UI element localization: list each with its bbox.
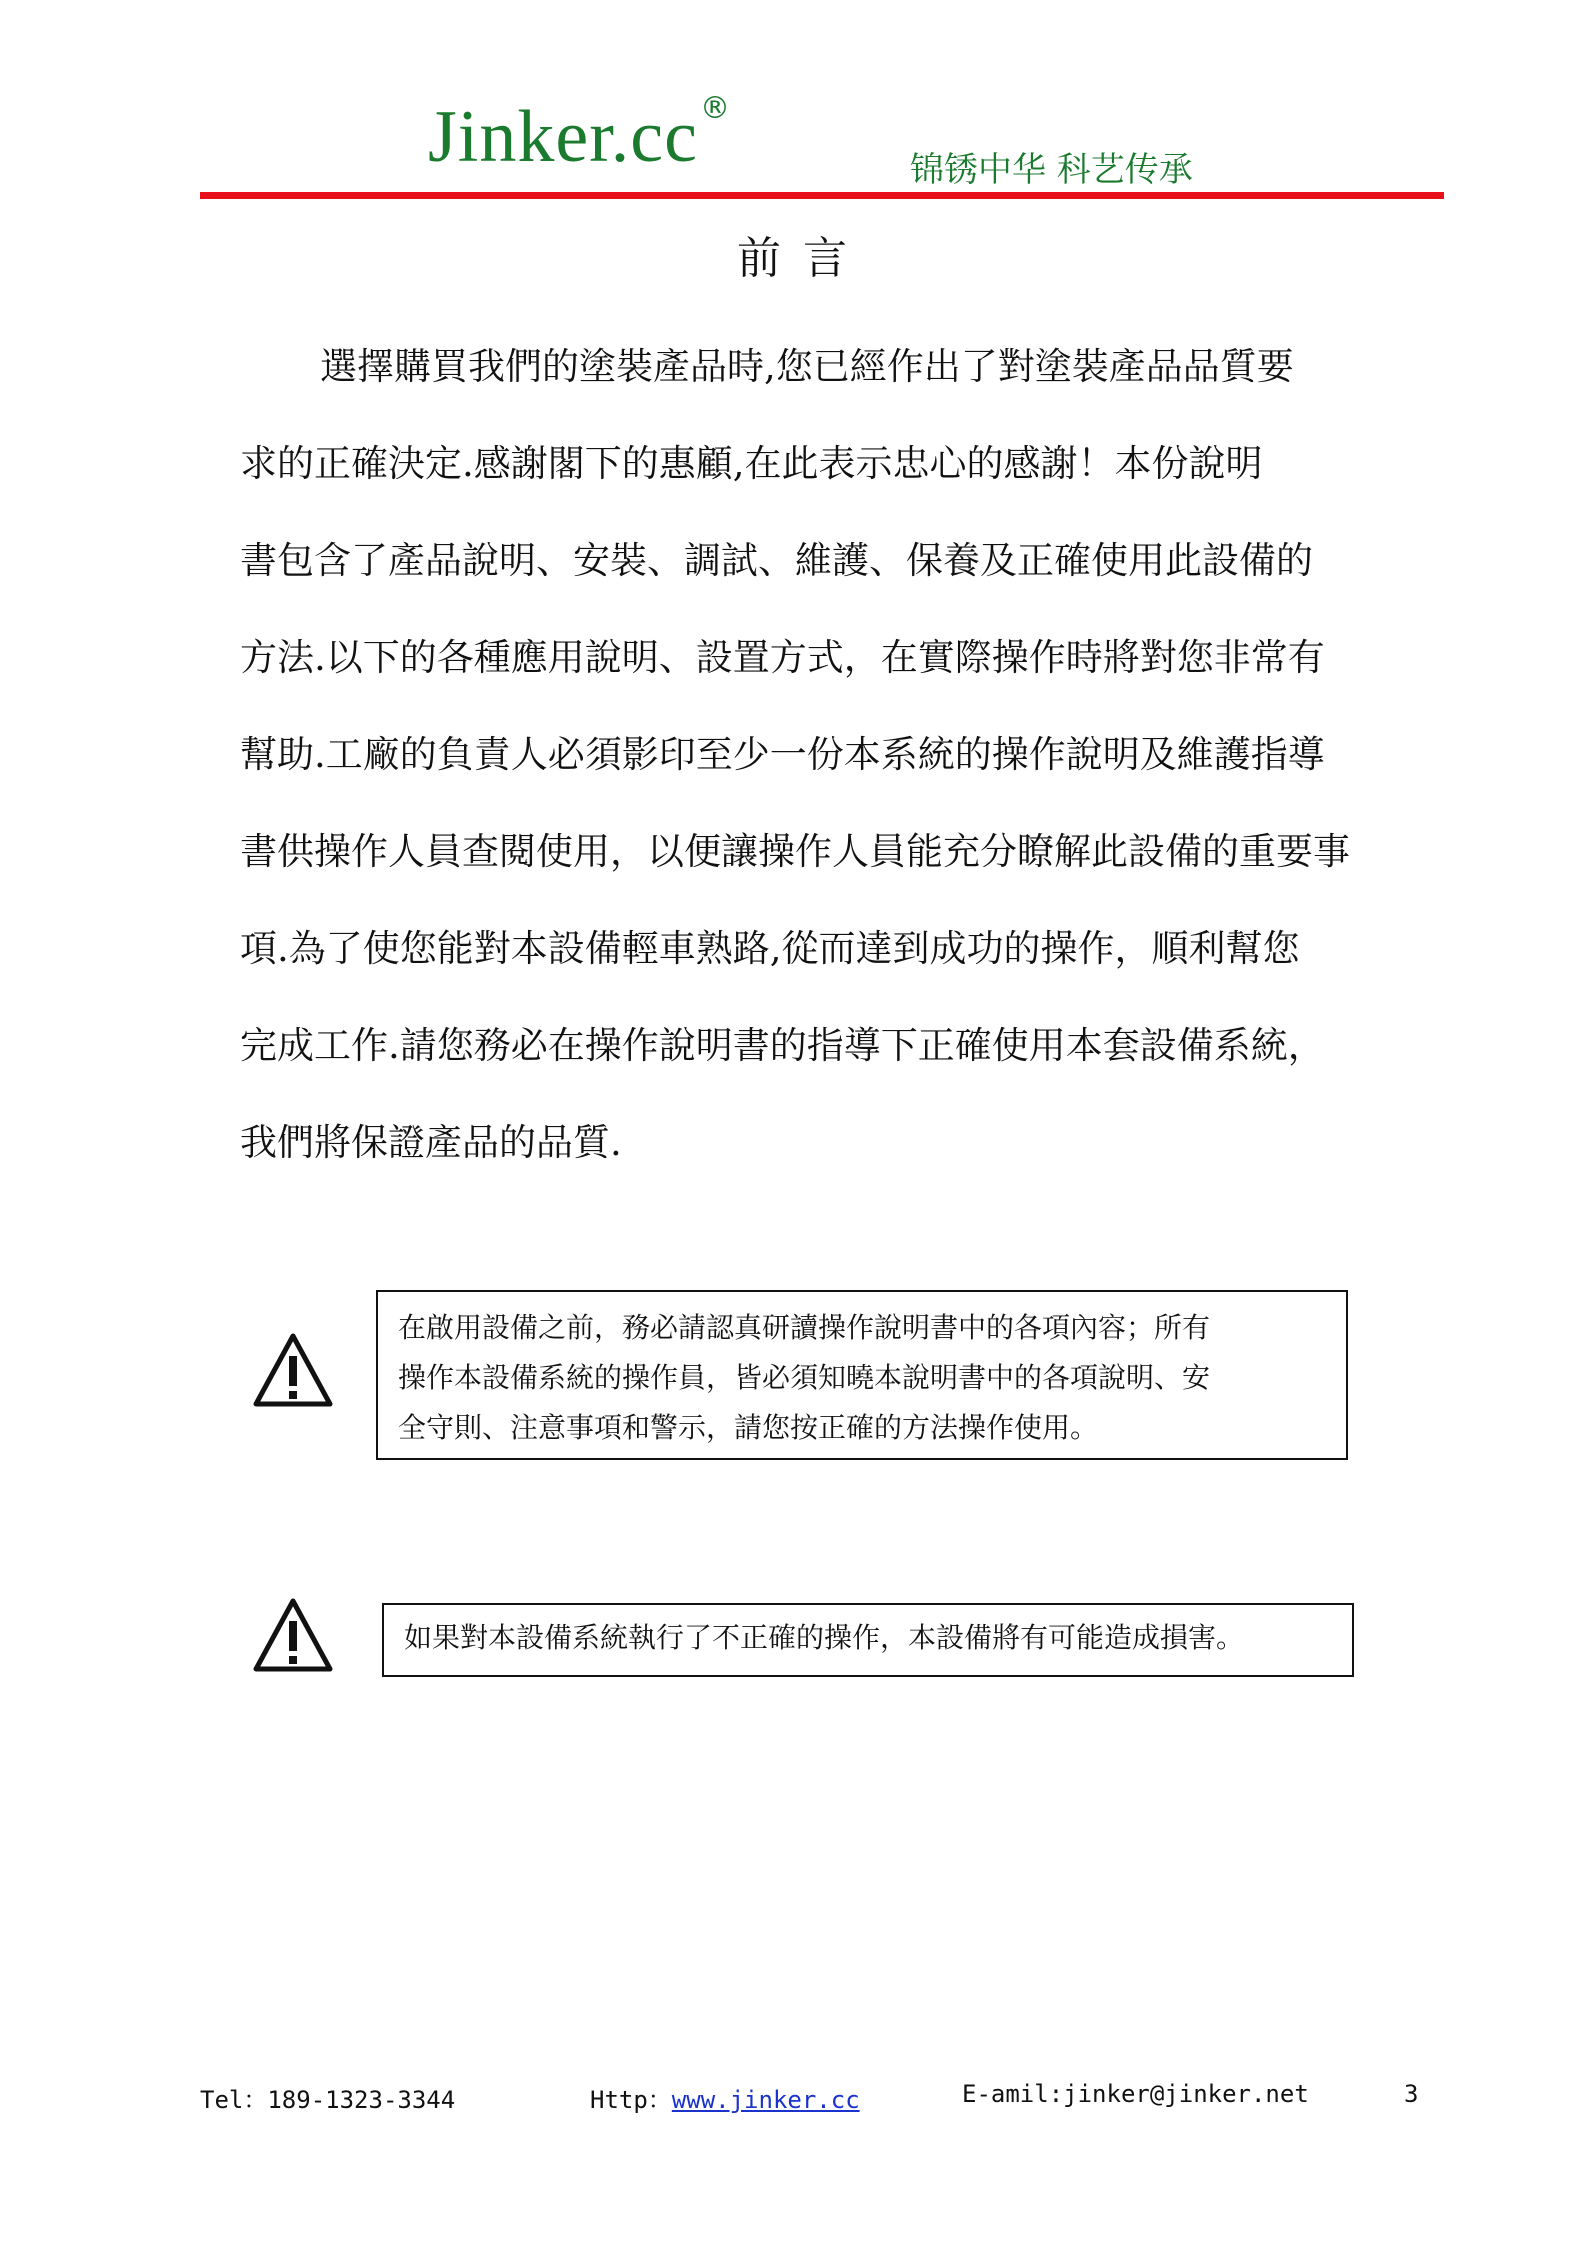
warning-line: 如果對本設備系統執行了不正確的操作，本設備將有可能造成損害。 (404, 1621, 1245, 1654)
footer-tel: Tel：189-1323-3344 (200, 2086, 456, 2114)
warning-line: 操作本設備系統的操作員，皆必須知曉本說明書中的各項說明、安 (398, 1361, 1211, 1394)
warning-line: 全守則、注意事項和警示，請您按正確的方法操作使用。 (398, 1411, 1099, 1444)
footer-http-label: Http： (590, 2086, 672, 2114)
warning-triangle-icon (252, 1595, 334, 1677)
page-title: 前 言 (737, 233, 851, 284)
body-line: 完成工作.請您務必在操作說明書的指導下正確使用本套設備系統， (240, 1024, 1325, 1067)
footer-website (590, 2080, 860, 2115)
body-line: 書供操作人員查閱使用，以便讓操作人員能充分瞭解此設備的重要事 (240, 830, 1350, 873)
header-divider (200, 192, 1444, 199)
body-line: 幫助.工廠的負責人必須影印至少一份本系統的操作說明及維護指導 (240, 733, 1325, 776)
warning-box-2 (382, 1603, 1354, 1677)
brand-logo (428, 91, 731, 178)
body-line: 我們將保證產品的品質. (240, 1121, 622, 1164)
registered-mark: ® (699, 91, 731, 126)
website-link[interactable]: www.jinker.cc (671, 2086, 860, 2114)
page-number: 3 (1404, 2080, 1419, 2108)
body-line: 選擇購買我們的塗裝產品時,您已經作出了對塗裝產品品質要 (320, 345, 1294, 388)
warning-box-1 (376, 1290, 1348, 1460)
warning-triangle-icon (252, 1330, 334, 1412)
body-line: 方法.以下的各種應用說明、設置方式，在實際操作時將對您非常有 (240, 636, 1325, 679)
footer-email: E-amil:jinker@jinker.net (962, 2080, 1309, 2108)
warning-line: 在啟用設備之前，務必請認真研讀操作說明書中的各項內容；所有 (398, 1311, 1211, 1344)
body-line: 求的正確決定.感謝閣下的惠顧,在此表示忠心的感謝！本份說明 (240, 442, 1263, 485)
body-line: 項.為了使您能對本設備輕車熟路,從而達到成功的操作，順利幫您 (240, 927, 1300, 970)
body-line: 書包含了產品說明、安裝、調試、維護、保養及正確使用此設備的 (240, 539, 1313, 582)
preface-body (240, 318, 1400, 1191)
slogan: 锦锈中华 科艺传承 (910, 150, 1193, 190)
logo-text: Jinker.cc (428, 96, 698, 178)
